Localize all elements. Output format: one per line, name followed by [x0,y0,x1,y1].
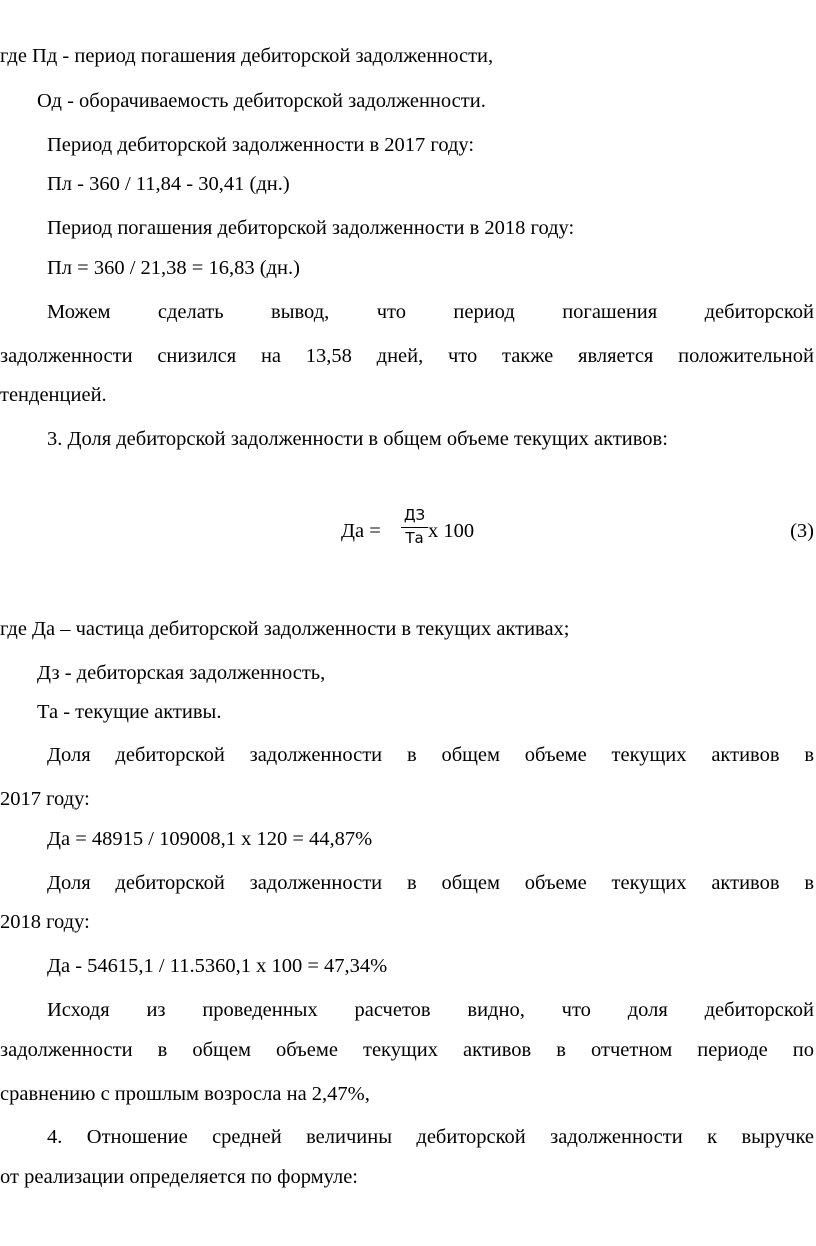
formula-number: (3) [790,520,814,542]
text-line-justified: Доля дебиторской задолженности в общем объеме текущих активов в [47,744,814,766]
text-line: сравнению с прошлым возросла на 2,47%, [0,1083,370,1105]
text-line: Да = 48915 / 109008,1 х 120 = 44,87% [47,828,373,850]
text-line: Период дебиторской задолженности в 2017 году: [47,134,475,156]
fraction-bar [401,527,428,528]
text-line: Пл = 360 / 21,38 = 16,83 (дн.) [47,257,300,279]
fraction-numerator: ДЗ [403,506,426,524]
formula-rhs: х 100 [428,520,475,542]
text-line: 3. Доля дебиторской задолженности в общем объеме текущих активов: [47,428,668,450]
text-line: Дз - дебиторская задолженность, [37,662,326,684]
text-line: тенденцией. [0,384,107,406]
text-line: 2017 году: [0,788,90,810]
text-line-justified: 4. Отношение средней величины дебиторской задолженности к выручке [47,1126,814,1148]
text-line-justified: Можем сделать вывод, что период погашения дебиторской [47,301,814,323]
text-line: где Да – частица дебиторской задолженности в текущих активах; [0,618,570,640]
text-line: Та - текущие активы. [37,701,222,723]
formula-lhs: Да = [341,520,381,542]
text-line-justified: Исходя из проведенных расчетов видно, что доля дебиторской [47,999,814,1021]
fraction-denominator: Та [405,529,424,547]
text-line: где Пд - период погашения дебиторской задолженности, [0,45,494,67]
text-line: Од - оборачиваемость дебиторской задолженности. [37,90,486,112]
formula-fraction [401,506,428,548]
text-line-justified: Доля дебиторской задолженности в общем объеме текущих активов в [47,872,814,894]
text-line: 2018 году: [0,911,90,933]
formula-3 [0,506,816,566]
text-line: Да - 54615,1 / 11.5360,1 х 100 = 47,34% [47,955,388,977]
text-line-justified: задолженности снизился на 13,58 дней, что также является положительной [0,345,814,367]
text-line: Период погашения дебиторской задолженности в 2018 году: [47,217,575,239]
text-line: Пл - 360 / 11,84 - 30,41 (дн.) [47,173,290,195]
text-line-justified: задолженности в общем объеме текущих активов в отчетном периоде по [0,1039,814,1061]
text-line: от реализации определяется по формуле: [0,1166,358,1188]
